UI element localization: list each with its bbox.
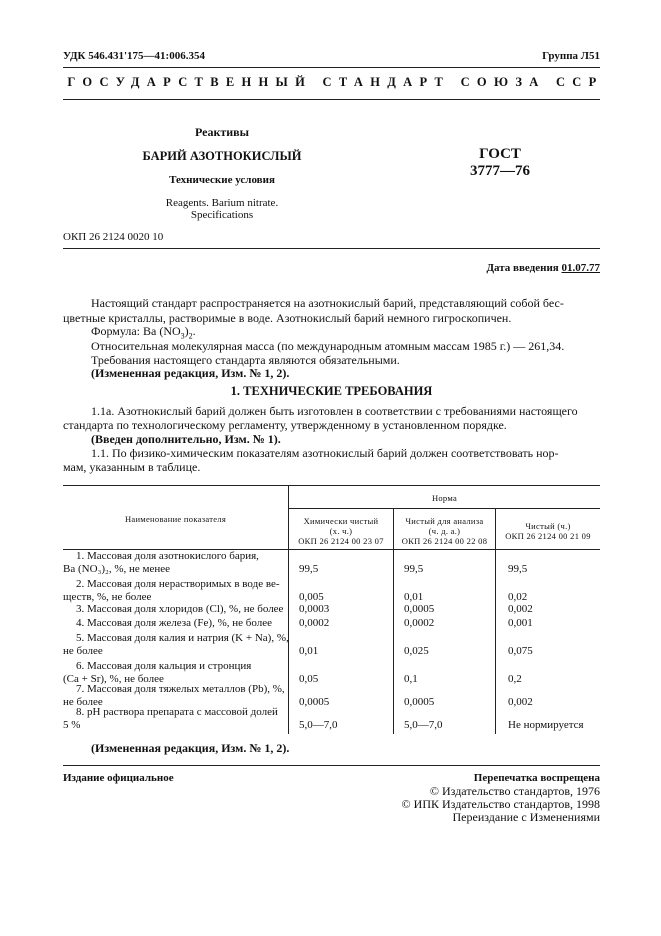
official-edition: Издание официальное [63, 772, 174, 784]
row-label-line-1: 6. Массовая доля кальция и стронция [76, 660, 252, 672]
row-label-line-2: Ba (NO₃)₂, %, не менее [63, 563, 171, 575]
row-value-hch: 5,0—7,0 [299, 719, 338, 731]
col-header-chda-l2: (ч. д. а.) [428, 526, 461, 536]
row-value-ch: 0,002 [508, 696, 533, 708]
formula-close: ) [184, 324, 189, 338]
header-divider-2 [63, 99, 600, 100]
english-title-1: Reagents. Barium nitrate. [165, 197, 279, 209]
formula-sub-2: 2 [188, 331, 193, 341]
row-label-line-2: ществ, %, не более [63, 591, 152, 603]
row-label-line-1: 2. Массовая доля нерастворимых в воде ве- [76, 578, 280, 590]
col-header-hch-l2: (х. ч.) [329, 526, 353, 536]
group-code: Группа Л51 [542, 50, 600, 62]
formula-dot: . [192, 324, 196, 338]
intro-para-1-line-1: Настоящий стандарт распространяется на азотнокислый барий, представляющий собой бес- [91, 296, 564, 310]
footer-divider [63, 765, 600, 766]
after-table-amendment: (Измененная редакция, Изм. № 1, 2). [91, 741, 290, 755]
intro-para-1-line-2: цветные кристаллы, растворимые в воде. Азотнокислый барий немного гигроскопичен. [63, 311, 512, 325]
state-standard-title: ГОСУДАРСТВЕННЫЙ СТАНДАРТ СОЮЗА ССР [67, 75, 604, 89]
reissue-note: Переиздание с Изменениями [452, 810, 600, 824]
col-header-chda-l3: ОКП 26 2124 00 22 08 [401, 536, 488, 546]
p11a-line-2: стандарта по технологическому регламенту, утвержденному в установленном порядке. [63, 418, 507, 432]
row-label-line-1: 1. Массовая доля азотнокислого бария, [76, 550, 259, 562]
col-name-header: Наименование показателя [124, 514, 227, 524]
norm-header: Норма [431, 493, 458, 503]
intro-amendment: (Измененная редакция, Изм. № 1, 2). [91, 366, 290, 380]
row-value-ch: 99,5 [508, 563, 528, 575]
row-value-hch: 0,01 [299, 645, 319, 657]
intro-date [486, 262, 600, 274]
col-header-ch-l3: ОКП 26 2124 00 21 09 [505, 531, 591, 541]
product-name: БАРИЙ АЗОТНОКИСЛЫЙ [142, 149, 302, 163]
row-value-ch: 0,2 [508, 673, 522, 685]
row-label-line-1: 3. Массовая доля хлоридов (Cl), %, не более [76, 603, 284, 615]
row-label-line-2: не более [63, 645, 103, 657]
row-label-line-1: 8. pH раствора препарата с массовой долей [76, 706, 278, 718]
row-value-ch: 0,002 [508, 603, 533, 615]
intro-date-value: 01.07.77 [561, 262, 600, 274]
molecular-mass: Относительная молекулярная масса (по международным атомным массам 1985 г.) — 261,34. [91, 339, 565, 353]
copyright-2: © ИПК Издательство стандартов, 1998 [401, 797, 600, 811]
row-label-line-2: не более [63, 696, 103, 708]
row-value-ch: 0,001 [508, 617, 533, 629]
p11-line-2: мам, указанным в таблице. [63, 460, 201, 474]
copyright-1: © Издательство стандартов, 1976 [429, 784, 600, 798]
row-value-chda: 0,0005 [404, 603, 435, 615]
row-value-chda: 0,0002 [404, 617, 435, 629]
norm-divider [289, 508, 600, 509]
gost-number: 3777—76 [470, 163, 530, 179]
col-header-hch-l3: ОКП 26 2124 00 23 07 [298, 536, 384, 546]
udk-code: УДК 546.431'175—41:006.354 [63, 50, 205, 62]
formula-text: Формула: Ba (NO [91, 324, 181, 338]
row-value-ch: 0,075 [508, 645, 533, 657]
row-value-ch: Не нормируется [508, 719, 584, 731]
p11a-note: (Введен дополнительно, Изм. № 1). [91, 432, 281, 446]
row-value-hch: 99,5 [299, 563, 319, 575]
row-value-hch: 0,05 [299, 673, 319, 685]
col-header-hch [289, 516, 393, 546]
row-label-line-1: 7. Массовая доля тяжелых металлов (Pb), %, [76, 683, 285, 695]
table-top-border [63, 485, 600, 486]
body-vline-3 [495, 549, 496, 734]
conditions: Технические условия [169, 174, 275, 186]
row-value-hch: 0,0003 [299, 603, 330, 615]
row-value-chda: 0,01 [404, 591, 424, 603]
row-value-chda: 0,1 [404, 673, 418, 685]
gost-label: ГОСТ [479, 146, 521, 162]
row-value-chda: 0,025 [404, 645, 429, 657]
row-label-line-1: 4. Массовая доля железа (Fe), %, не более [76, 617, 272, 629]
row-label-line-1: 5. Массовая доля калия и натрия (K + Na), %, [76, 632, 289, 644]
formula-sub-1: 3 [180, 331, 185, 341]
mandatory-note: Требования настоящего стандарта являются обязательными. [91, 353, 400, 367]
row-value-ch: 0,02 [508, 591, 528, 603]
body-vline-2 [393, 549, 394, 734]
section-1-heading: 1. ТЕХНИЧЕСКИЕ ТРЕБОВАНИЯ [230, 384, 433, 398]
category: Реактивы [194, 125, 250, 139]
row-value-chda: 99,5 [404, 563, 424, 575]
row-value-hch: 0,0005 [299, 696, 330, 708]
p11a-line-1: 1.1а. Азотнокислый барий должен быть изготовлен в соответствии с требованиями настоящего [91, 404, 578, 418]
col-header-chda [394, 516, 495, 546]
row-value-hch: 0,005 [299, 591, 324, 603]
p11-line-1: 1.1. По физико-химическим показателям азотнокислый барий должен соответствовать нор- [91, 446, 559, 460]
english-title-2: Specifications [190, 209, 254, 221]
row-value-chda: 0,0005 [404, 696, 435, 708]
okp-code: ОКП 26 2124 0020 10 [63, 231, 164, 243]
col-header-ch [496, 521, 600, 541]
col-header-hch-l1: Химически чистый [303, 516, 379, 526]
row-label-line-2: (Ca + Sr), %, не более [63, 673, 164, 685]
intro-date-label: Дата введения [486, 262, 559, 274]
header-divider [63, 67, 600, 68]
row-value-chda: 5,0—7,0 [404, 719, 443, 731]
col-header-ch-l1: Чистый (ч.) [525, 521, 571, 531]
row-label-line-2: 5 % [63, 719, 81, 731]
row-value-hch: 0,0002 [299, 617, 330, 629]
reprint-forbidden: Перепечатка воспрещена [473, 772, 600, 784]
col-header-chda-l1: Чистый для анализа [405, 516, 484, 526]
title-divider [63, 248, 600, 249]
